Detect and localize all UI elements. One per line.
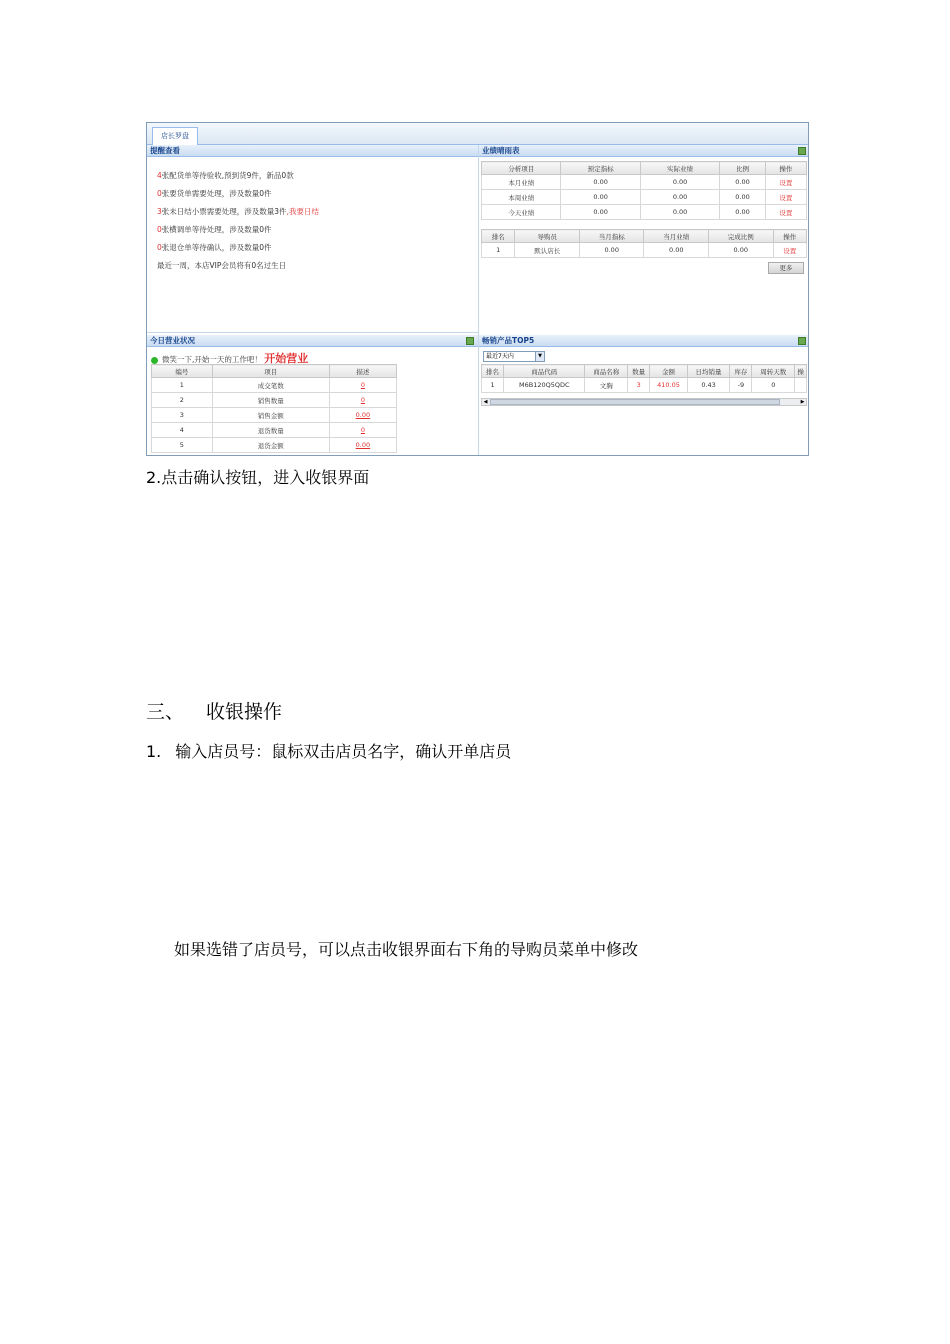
refresh-icon[interactable] bbox=[798, 337, 806, 345]
table-row[interactable] bbox=[482, 190, 807, 205]
reminder-item[interactable] bbox=[157, 260, 286, 271]
table-cell: 0.00 bbox=[640, 175, 719, 190]
column-header[interactable]: 数量 bbox=[628, 365, 650, 378]
table-cell: 2 bbox=[152, 393, 213, 408]
reminder-text: 张退仓单等待确认，涉及数量0件 bbox=[161, 243, 272, 252]
column-header[interactable]: 库存 bbox=[730, 365, 752, 378]
step1-number: 1. bbox=[146, 742, 162, 761]
table-cell: 0.00 bbox=[720, 190, 766, 205]
table-cell: 0.00 bbox=[720, 205, 766, 220]
column-header[interactable]: 排名 bbox=[482, 365, 504, 378]
reminder-text: 张横调单等待处理，涉及数量0件 bbox=[161, 225, 272, 234]
table-cell: 成交笔数 bbox=[212, 378, 329, 393]
scrollbar-thumb[interactable] bbox=[490, 399, 780, 405]
scroll-left-icon[interactable]: ◀ bbox=[483, 399, 488, 405]
step2-text: 2.点击确认按钮，进入收银界面 bbox=[146, 468, 370, 487]
reminder-text: 张配货单等待验收,预到货9件，新品0款 bbox=[161, 171, 294, 180]
table-cell: 0.00 bbox=[561, 205, 640, 220]
reminder-count: 0 bbox=[157, 225, 162, 234]
table-row[interactable] bbox=[482, 205, 807, 220]
refresh-icon[interactable] bbox=[466, 337, 474, 345]
column-header[interactable]: 操作 bbox=[773, 230, 806, 243]
staff-ranking-table bbox=[481, 229, 807, 258]
store-manager-screenshot bbox=[146, 122, 809, 456]
performance-panel-title: 业绩晴雨表 bbox=[482, 146, 520, 155]
status-dot-icon bbox=[151, 357, 158, 364]
panel-divider-vertical bbox=[478, 145, 479, 456]
table-cell[interactable]: 0.00 bbox=[329, 408, 396, 423]
table-cell: 0.00 bbox=[561, 175, 640, 190]
table-header-row bbox=[152, 365, 397, 378]
performance-panel-header bbox=[479, 145, 809, 157]
table-cell[interactable]: 0 bbox=[329, 378, 396, 393]
column-header[interactable]: 描述 bbox=[329, 365, 396, 378]
column-header[interactable]: 项目 bbox=[212, 365, 329, 378]
table-cell: 0.00 bbox=[720, 175, 766, 190]
column-header[interactable]: 实际业绩 bbox=[640, 162, 719, 175]
reminder-item[interactable] bbox=[157, 188, 272, 199]
table-cell: 5 bbox=[152, 438, 213, 453]
table-row[interactable] bbox=[152, 378, 397, 393]
table-cell: 销售数量 bbox=[212, 393, 329, 408]
reminder-count: 0 bbox=[157, 189, 162, 198]
more-button[interactable]: 更多 bbox=[768, 262, 804, 274]
table-cell: 本周业绩 bbox=[482, 190, 561, 205]
step1-line bbox=[146, 739, 511, 762]
top5-panel-title: 畅销产品TOP5 bbox=[482, 336, 535, 345]
column-header[interactable]: 周转天数 bbox=[752, 365, 795, 378]
reminder-count: 3 bbox=[157, 207, 162, 216]
table-cell: 设置 bbox=[765, 190, 806, 205]
table-cell: 0.00 bbox=[709, 243, 774, 258]
column-header[interactable]: 商品名称 bbox=[585, 365, 628, 378]
table-row[interactable] bbox=[482, 378, 807, 393]
table-cell: 退货金额 bbox=[212, 438, 329, 453]
step1-text: 输入店员号：鼠标双击店员名字，确认开单店员 bbox=[175, 742, 512, 761]
reminder-text: 张未日结小票需要处理，涉及数量3件 bbox=[161, 207, 287, 216]
column-header[interactable]: 完成比例 bbox=[709, 230, 774, 243]
column-header[interactable]: 排名 bbox=[482, 230, 515, 243]
table-header-row bbox=[482, 230, 807, 243]
table-cell: 0.00 bbox=[561, 190, 640, 205]
refresh-icon[interactable] bbox=[798, 147, 806, 155]
table-cell: 文胸 bbox=[585, 378, 628, 393]
table-cell: 默认店长 bbox=[515, 243, 580, 258]
table-cell bbox=[795, 378, 807, 393]
column-header[interactable]: 商品代码 bbox=[504, 365, 585, 378]
scroll-right-icon[interactable]: ▶ bbox=[800, 399, 805, 405]
period-select[interactable] bbox=[483, 351, 545, 362]
reminder-item[interactable] bbox=[157, 206, 319, 217]
table-cell: 1 bbox=[482, 378, 504, 393]
table-cell: 4 bbox=[152, 423, 213, 438]
start-business-link[interactable]: 开始营业 bbox=[264, 352, 309, 365]
column-header[interactable]: 操作 bbox=[765, 162, 806, 175]
table-cell: 0.43 bbox=[687, 378, 730, 393]
table-cell: 0.00 bbox=[640, 190, 719, 205]
table-cell: 今天业绩 bbox=[482, 205, 561, 220]
column-header[interactable]: 比例 bbox=[720, 162, 766, 175]
chevron-down-icon: ▼ bbox=[535, 352, 544, 361]
section3-number: 三、 bbox=[146, 701, 185, 723]
table-cell: 设置 bbox=[773, 243, 806, 258]
reminder-item[interactable] bbox=[157, 170, 294, 181]
tab-store-compass[interactable]: 店长罗盘 bbox=[152, 127, 198, 145]
table-cell: 0.00 bbox=[640, 205, 719, 220]
table-cell: 410.05 bbox=[650, 378, 688, 393]
section3-title: 收银操作 bbox=[206, 701, 283, 723]
table-cell: 1 bbox=[482, 243, 515, 258]
column-header[interactable]: 操 bbox=[795, 365, 807, 378]
table-cell: 设置 bbox=[765, 205, 806, 220]
top5-panel-header bbox=[479, 335, 809, 347]
column-header[interactable]: 预定指标 bbox=[561, 162, 640, 175]
table-cell: M6B120Q5QDC bbox=[504, 378, 585, 393]
table-cell: 3 bbox=[628, 378, 650, 393]
horizontal-scrollbar[interactable] bbox=[481, 398, 807, 406]
reminder-count: 0 bbox=[157, 243, 162, 252]
table-cell[interactable]: 0 bbox=[329, 393, 396, 408]
table-cell: -9 bbox=[730, 378, 752, 393]
panel-divider-horizontal bbox=[147, 332, 478, 333]
table-cell: 1 bbox=[152, 378, 213, 393]
table-header-row bbox=[482, 365, 807, 378]
reminder-count: 4 bbox=[157, 171, 162, 180]
reminder-item[interactable] bbox=[157, 224, 272, 235]
reminder-panel-header bbox=[147, 145, 478, 157]
section3-heading bbox=[146, 697, 282, 724]
today-panel-title: 今日营业状况 bbox=[150, 336, 195, 345]
performance-table bbox=[481, 161, 807, 220]
table-cell[interactable]: 0 bbox=[329, 423, 396, 438]
column-header[interactable]: 金额 bbox=[650, 365, 688, 378]
column-header[interactable]: 日均销量 bbox=[687, 365, 730, 378]
note-text: 如果选错了店员号，可以点击收银界面右下角的导购员菜单中修改 bbox=[174, 940, 639, 959]
table-row[interactable] bbox=[152, 423, 397, 438]
table-row[interactable] bbox=[482, 243, 807, 258]
column-header[interactable]: 导购员 bbox=[515, 230, 580, 243]
reminder-item[interactable] bbox=[157, 242, 272, 253]
top5-table bbox=[481, 364, 807, 393]
column-header[interactable]: 编号 bbox=[152, 365, 213, 378]
greeting-text: 微笑一下,开始一天的工作吧！ bbox=[162, 355, 262, 364]
today-panel-header bbox=[147, 335, 478, 347]
table-cell: 销售金额 bbox=[212, 408, 329, 423]
column-header[interactable]: 分析项目 bbox=[482, 162, 561, 175]
table-cell: 0 bbox=[752, 378, 795, 393]
reminder-text: 张要货单需要处理，涉及数量0件 bbox=[161, 189, 272, 198]
period-select-value: 最近7天内 bbox=[486, 353, 514, 360]
reminder-text: 最近一周，本店VIP会员将有0名过生日 bbox=[157, 261, 287, 270]
table-cell: 设置 bbox=[765, 175, 806, 190]
table-cell: 3 bbox=[152, 408, 213, 423]
table-cell: 退货数量 bbox=[212, 423, 329, 438]
table-cell[interactable]: 0.00 bbox=[329, 438, 396, 453]
column-header[interactable]: 当月指标 bbox=[579, 230, 644, 243]
table-cell: 本月业绩 bbox=[482, 175, 561, 190]
table-cell: 0.00 bbox=[644, 243, 709, 258]
table-cell: 0.00 bbox=[579, 243, 644, 258]
table-header-row bbox=[482, 162, 807, 175]
today-status-table bbox=[151, 364, 397, 453]
tab-bar bbox=[147, 123, 808, 145]
table-row[interactable] bbox=[152, 393, 397, 408]
column-header[interactable]: 当月业绩 bbox=[644, 230, 709, 243]
reminder-panel-title: 提醒查看 bbox=[150, 146, 180, 155]
table-row[interactable] bbox=[482, 175, 807, 190]
table-row[interactable] bbox=[152, 408, 397, 423]
table-row[interactable] bbox=[152, 438, 397, 453]
daily-close-link[interactable]: ,我要日结 bbox=[286, 207, 319, 216]
